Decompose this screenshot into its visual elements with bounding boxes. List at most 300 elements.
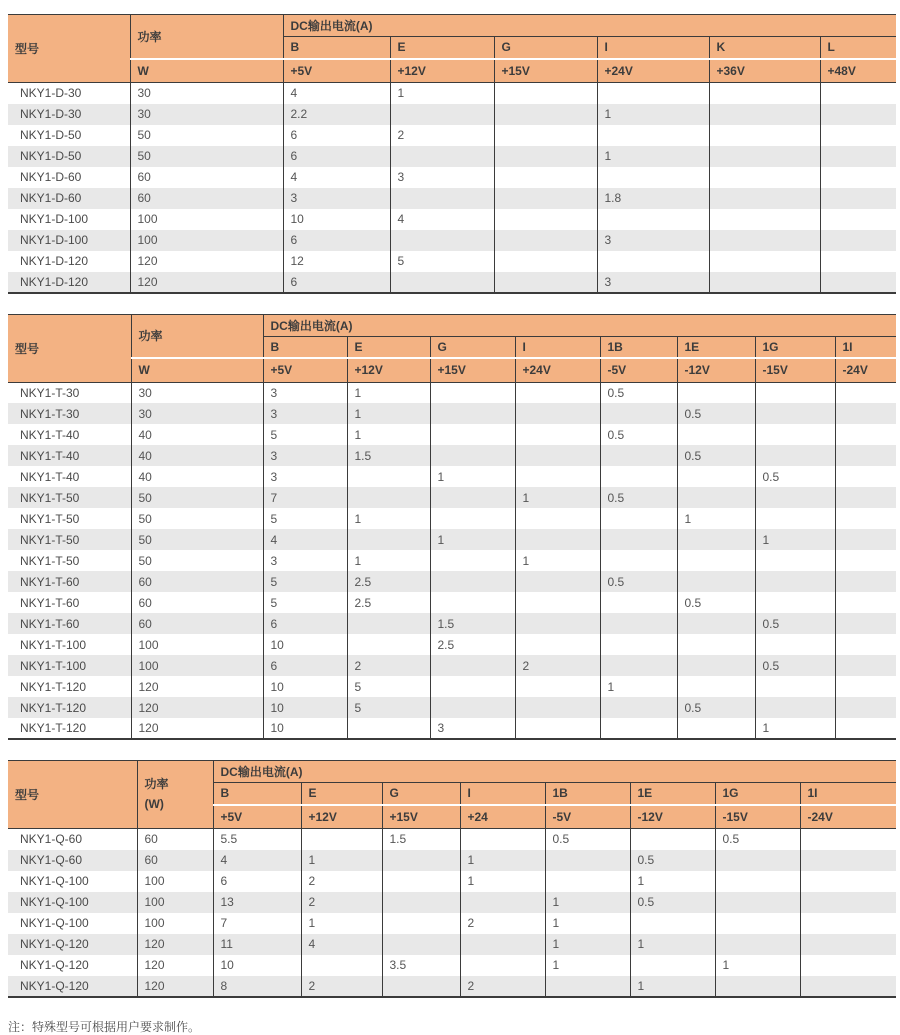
current-value-cell (390, 230, 494, 251)
current-value-cell: 5 (347, 697, 430, 718)
current-value-cell (800, 955, 896, 976)
current-value-cell (430, 487, 515, 508)
current-value-cell (755, 382, 835, 403)
current-value-cell (347, 466, 430, 487)
current-value-cell: 2 (460, 976, 545, 997)
power-cell: 100 (131, 655, 263, 676)
current-value-cell (382, 850, 460, 871)
current-value-cell (715, 850, 800, 871)
voltage-header: +5V (283, 59, 390, 83)
channel-code-header: K (709, 37, 820, 59)
current-value-cell: 3 (390, 167, 494, 188)
current-value-cell (715, 892, 800, 913)
current-value-cell: 1 (347, 424, 430, 445)
channel-code-header: G (494, 37, 597, 59)
voltage-header: +36V (709, 59, 820, 83)
voltage-header: -5V (600, 358, 677, 382)
current-value-cell (390, 104, 494, 125)
current-value-cell: 4 (390, 209, 494, 230)
power-cell: 120 (131, 718, 263, 739)
power-cell: 60 (137, 829, 213, 850)
current-value-cell (597, 251, 709, 272)
current-value-cell (835, 613, 896, 634)
current-value-cell (800, 829, 896, 850)
power-cell: 50 (131, 508, 263, 529)
current-value-cell: 2 (301, 892, 382, 913)
current-value-cell (820, 167, 896, 188)
current-value-cell (835, 697, 896, 718)
current-value-cell (600, 592, 677, 613)
current-value-cell (820, 104, 896, 125)
power-cell: 60 (131, 571, 263, 592)
model-cell: NKY1-D-50 (8, 146, 130, 167)
channel-code-header: I (597, 37, 709, 59)
current-value-cell (382, 913, 460, 934)
current-value-cell (709, 167, 820, 188)
current-value-cell: 1 (347, 382, 430, 403)
model-cell: NKY1-Q-120 (8, 955, 137, 976)
model-cell: NKY1-T-50 (8, 487, 131, 508)
current-value-cell: 5 (263, 571, 347, 592)
table-row (8, 718, 896, 739)
power-cell: 30 (130, 104, 283, 125)
model-cell: NKY1-Q-60 (8, 829, 137, 850)
current-value-cell (709, 104, 820, 125)
table-row (8, 913, 896, 934)
voltage-header: +48V (820, 59, 896, 83)
channel-code-header: E (347, 336, 430, 358)
model-cell: NKY1-D-120 (8, 272, 130, 293)
voltage-header: -12V (630, 805, 715, 829)
power-cell: 60 (130, 188, 283, 209)
current-value-cell (430, 382, 515, 403)
current-value-cell: 7 (213, 913, 301, 934)
current-value-cell (600, 634, 677, 655)
current-value-cell: 1.5 (347, 445, 430, 466)
current-value-cell: 1 (630, 976, 715, 997)
table-row (8, 382, 896, 403)
voltage-header: +12V (347, 358, 430, 382)
current-value-cell: 6 (213, 871, 301, 892)
current-value-cell (545, 871, 630, 892)
current-value-cell (835, 592, 896, 613)
power-cell: 40 (131, 445, 263, 466)
voltage-header: +5V (263, 358, 347, 382)
current-value-cell (800, 976, 896, 997)
voltage-header: +5V (213, 805, 301, 829)
table-row (8, 104, 896, 125)
current-value-cell: 0.5 (600, 571, 677, 592)
power-cell: 100 (137, 913, 213, 934)
current-value-cell (715, 934, 800, 955)
current-value-cell (430, 592, 515, 613)
channel-code-header: G (430, 336, 515, 358)
current-value-cell (600, 718, 677, 739)
current-value-cell (515, 403, 600, 424)
channel-code-header: L (820, 37, 896, 59)
power-column-header (137, 761, 213, 829)
current-value-cell (494, 167, 597, 188)
channel-code-header: B (263, 336, 347, 358)
table-row (8, 403, 896, 424)
table-row (8, 83, 896, 104)
current-value-cell: 1 (430, 529, 515, 550)
current-value-cell (515, 634, 600, 655)
power-cell: 40 (131, 424, 263, 445)
current-value-cell: 1 (460, 871, 545, 892)
current-value-cell: 11 (213, 934, 301, 955)
power-cell: 100 (137, 871, 213, 892)
current-value-cell (800, 934, 896, 955)
current-value-cell: 1 (597, 104, 709, 125)
current-value-cell: 1 (630, 871, 715, 892)
current-value-cell (820, 251, 896, 272)
power-cell: 60 (137, 850, 213, 871)
table-row (8, 871, 896, 892)
table-row (8, 850, 896, 871)
current-value-cell (677, 571, 755, 592)
current-value-cell: 3 (597, 230, 709, 251)
current-value-cell: 1.5 (382, 829, 460, 850)
current-value-cell (835, 655, 896, 676)
current-value-cell (460, 955, 545, 976)
current-value-cell (597, 167, 709, 188)
current-value-cell (600, 508, 677, 529)
current-value-cell: 6 (263, 655, 347, 676)
current-value-cell: 2.5 (430, 634, 515, 655)
current-value-cell (301, 955, 382, 976)
table-row (8, 167, 896, 188)
current-value-cell: 1 (515, 550, 600, 571)
model-cell: NKY1-D-30 (8, 104, 130, 125)
current-value-cell (835, 445, 896, 466)
table-row (8, 424, 896, 445)
power-cell: 120 (137, 976, 213, 997)
channel-code-header: B (283, 37, 390, 59)
channel-code-header: 1B (600, 336, 677, 358)
current-value-cell (800, 850, 896, 871)
current-value-cell (515, 445, 600, 466)
model-cell: NKY1-T-120 (8, 718, 131, 739)
current-value-cell: 2 (347, 655, 430, 676)
current-value-cell: 6 (283, 272, 390, 293)
current-value-cell: 1 (630, 934, 715, 955)
voltage-header: +24V (515, 358, 600, 382)
current-value-cell (835, 487, 896, 508)
channel-code-header: E (301, 783, 382, 805)
current-value-cell: 1 (301, 913, 382, 934)
power-cell: 60 (131, 592, 263, 613)
current-value-cell: 0.5 (755, 655, 835, 676)
voltage-header: -24V (800, 805, 896, 829)
current-value-cell: 0.5 (630, 850, 715, 871)
current-value-cell: 4 (301, 934, 382, 955)
current-value-cell (755, 634, 835, 655)
table-row (8, 829, 896, 850)
current-value-cell (677, 382, 755, 403)
current-value-cell (755, 676, 835, 697)
channel-code-header: B (213, 783, 301, 805)
current-value-cell (430, 655, 515, 676)
spec-table-nky1-d (8, 14, 896, 294)
power-cell: 120 (130, 251, 283, 272)
model-cell: NKY1-Q-120 (8, 976, 137, 997)
current-value-cell: 1 (545, 892, 630, 913)
current-value-cell: 3.5 (382, 955, 460, 976)
table-row (8, 634, 896, 655)
power-cell: 120 (137, 934, 213, 955)
current-value-cell: 1.5 (430, 613, 515, 634)
current-value-cell: 1 (677, 508, 755, 529)
current-value-cell (820, 83, 896, 104)
current-value-cell (515, 466, 600, 487)
current-value-cell (600, 655, 677, 676)
current-value-cell (600, 466, 677, 487)
current-value-cell (600, 445, 677, 466)
table-row (8, 892, 896, 913)
current-value-cell (382, 976, 460, 997)
model-cell: NKY1-Q-60 (8, 850, 137, 871)
model-cell: NKY1-T-40 (8, 445, 131, 466)
table-row (8, 676, 896, 697)
model-cell: NKY1-T-40 (8, 424, 131, 445)
dc-output-current-header: DC输出电流(A) (213, 761, 896, 783)
current-value-cell (347, 529, 430, 550)
table-row (8, 955, 896, 976)
current-value-cell: 5 (390, 251, 494, 272)
current-value-cell: 0.5 (755, 613, 835, 634)
current-value-cell (460, 934, 545, 955)
table-row (8, 487, 896, 508)
current-value-cell (820, 188, 896, 209)
power-cell: 30 (131, 403, 263, 424)
current-value-cell (709, 125, 820, 146)
current-value-cell: 3 (263, 445, 347, 466)
current-value-cell: 3 (263, 550, 347, 571)
current-value-cell (755, 550, 835, 571)
current-value-cell (430, 508, 515, 529)
current-value-cell (597, 83, 709, 104)
current-value-cell: 1 (301, 850, 382, 871)
current-value-cell (820, 272, 896, 293)
current-value-cell (755, 592, 835, 613)
current-value-cell (800, 871, 896, 892)
current-value-cell (430, 424, 515, 445)
current-value-cell: 1 (715, 955, 800, 976)
model-column-header: 型号 (8, 314, 131, 382)
current-value-cell (460, 892, 545, 913)
current-value-cell (494, 125, 597, 146)
model-column-header: 型号 (8, 761, 137, 829)
current-value-cell (709, 251, 820, 272)
model-cell: NKY1-D-50 (8, 125, 130, 146)
current-value-cell (709, 146, 820, 167)
model-cell: NKY1-T-30 (8, 403, 131, 424)
current-value-cell (835, 424, 896, 445)
current-value-cell (515, 508, 600, 529)
current-value-cell: 6 (283, 125, 390, 146)
current-value-cell: 6 (283, 146, 390, 167)
current-value-cell (709, 230, 820, 251)
channel-code-header: 1E (630, 783, 715, 805)
current-value-cell (545, 976, 630, 997)
current-value-cell (677, 424, 755, 445)
model-cell: NKY1-T-60 (8, 571, 131, 592)
current-value-cell (494, 83, 597, 104)
table-row (8, 655, 896, 676)
table-row (8, 697, 896, 718)
current-value-cell (715, 871, 800, 892)
current-value-cell (382, 892, 460, 913)
current-value-cell (630, 955, 715, 976)
current-value-cell (515, 571, 600, 592)
current-value-cell: 3 (263, 403, 347, 424)
current-value-cell (709, 272, 820, 293)
current-value-cell (835, 571, 896, 592)
current-value-cell (515, 613, 600, 634)
current-value-cell: 1 (347, 550, 430, 571)
current-value-cell (382, 871, 460, 892)
current-value-cell: 1 (755, 529, 835, 550)
table-row (8, 613, 896, 634)
current-value-cell (600, 403, 677, 424)
current-value-cell: 0.5 (715, 829, 800, 850)
current-value-cell (600, 550, 677, 571)
table-row (8, 230, 896, 251)
current-value-cell: 10 (263, 634, 347, 655)
current-value-cell (630, 829, 715, 850)
current-value-cell: 2 (301, 976, 382, 997)
channel-code-header: 1I (800, 783, 896, 805)
current-value-cell (709, 83, 820, 104)
channel-code-header: 1I (835, 336, 896, 358)
model-cell: NKY1-T-60 (8, 592, 131, 613)
current-value-cell (677, 466, 755, 487)
current-value-cell (800, 913, 896, 934)
power-unit-label: (W) (144, 796, 164, 811)
current-value-cell: 5 (263, 508, 347, 529)
model-cell: NKY1-T-100 (8, 634, 131, 655)
current-value-cell (600, 613, 677, 634)
current-value-cell: 1 (390, 83, 494, 104)
power-cell: 60 (130, 167, 283, 188)
current-value-cell (460, 829, 545, 850)
current-value-cell (755, 571, 835, 592)
current-value-cell (390, 146, 494, 167)
model-cell: NKY1-T-60 (8, 613, 131, 634)
current-value-cell (835, 403, 896, 424)
current-value-cell: 10 (263, 718, 347, 739)
power-cell: 40 (131, 466, 263, 487)
channel-code-header: 1G (715, 783, 800, 805)
current-value-cell (820, 209, 896, 230)
current-value-cell (430, 571, 515, 592)
current-value-cell: 3 (430, 718, 515, 739)
voltage-header: -15V (715, 805, 800, 829)
current-value-cell (835, 529, 896, 550)
model-cell: NKY1-D-30 (8, 83, 130, 104)
current-value-cell: 0.5 (677, 445, 755, 466)
current-value-cell (835, 634, 896, 655)
power-cell: 100 (130, 230, 283, 251)
model-cell: NKY1-D-60 (8, 188, 130, 209)
current-value-cell (494, 230, 597, 251)
current-value-cell: 0.5 (755, 466, 835, 487)
current-value-cell (347, 613, 430, 634)
current-value-cell: 1 (515, 487, 600, 508)
current-value-cell: 1 (600, 676, 677, 697)
current-value-cell (347, 718, 430, 739)
current-value-cell: 0.5 (677, 403, 755, 424)
current-value-cell (709, 209, 820, 230)
current-value-cell (715, 913, 800, 934)
power-cell: 100 (130, 209, 283, 230)
current-value-cell (515, 382, 600, 403)
current-value-cell (677, 529, 755, 550)
current-value-cell (677, 718, 755, 739)
current-value-cell: 10 (213, 955, 301, 976)
current-value-cell (835, 508, 896, 529)
current-value-cell (755, 424, 835, 445)
current-value-cell (494, 188, 597, 209)
voltage-header: -12V (677, 358, 755, 382)
channel-code-header: I (460, 783, 545, 805)
current-value-cell (301, 829, 382, 850)
current-value-cell: 2.5 (347, 592, 430, 613)
table-row (8, 272, 896, 293)
power-cell: 30 (131, 382, 263, 403)
current-value-cell: 1 (430, 466, 515, 487)
current-value-cell (755, 487, 835, 508)
current-value-cell (515, 592, 600, 613)
current-value-cell: 3 (263, 382, 347, 403)
voltage-header: -24V (835, 358, 896, 382)
current-value-cell: 1 (545, 955, 630, 976)
current-value-cell: 1 (597, 146, 709, 167)
channel-code-header: G (382, 783, 460, 805)
power-cell: 50 (131, 550, 263, 571)
power-cell: 120 (137, 955, 213, 976)
current-value-cell (709, 188, 820, 209)
current-value-cell: 0.5 (600, 382, 677, 403)
model-cell: NKY1-T-40 (8, 466, 131, 487)
channel-code-header: 1B (545, 783, 630, 805)
current-value-cell: 0.5 (677, 697, 755, 718)
model-cell: NKY1-T-120 (8, 697, 131, 718)
current-value-cell: 2 (460, 913, 545, 934)
current-value-cell: 0.5 (545, 829, 630, 850)
current-value-cell (835, 382, 896, 403)
model-column-header: 型号 (8, 15, 130, 83)
channel-code-header: I (515, 336, 600, 358)
power-label: 功率 (144, 777, 169, 792)
spec-table-nky1-t (8, 314, 896, 741)
model-cell: NKY1-T-50 (8, 508, 131, 529)
current-value-cell: 4 (283, 167, 390, 188)
table-row (8, 529, 896, 550)
current-value-cell: 3 (597, 272, 709, 293)
model-cell: NKY1-D-100 (8, 209, 130, 230)
current-value-cell (835, 466, 896, 487)
current-value-cell (600, 529, 677, 550)
current-value-cell: 0.5 (600, 487, 677, 508)
power-cell: 120 (131, 697, 263, 718)
current-value-cell (677, 676, 755, 697)
current-value-cell: 2 (515, 655, 600, 676)
model-cell: NKY1-D-60 (8, 167, 130, 188)
current-value-cell: 1 (347, 403, 430, 424)
current-value-cell (515, 424, 600, 445)
